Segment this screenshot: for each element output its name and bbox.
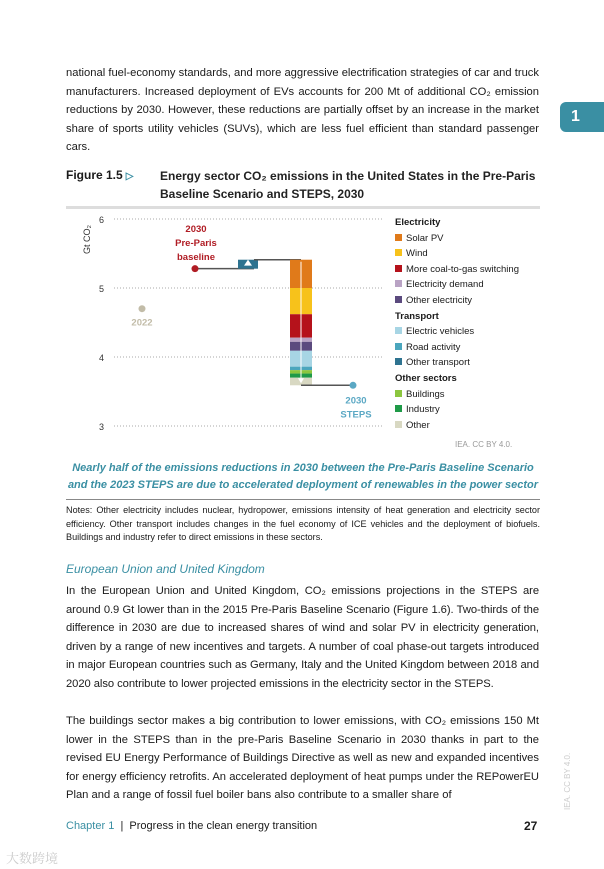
- figure-label: [66, 168, 133, 182]
- legend-group-title: Electricity: [395, 217, 441, 228]
- point-label: 2022: [131, 317, 153, 329]
- y-axis-label: Gt CO₂: [82, 225, 92, 254]
- legend-label: Electric vehicles: [406, 326, 475, 338]
- legend-label: Other electricity: [406, 295, 472, 306]
- figure-number: Figure 1.5: [66, 168, 123, 182]
- legend-swatch: [395, 280, 402, 287]
- legend-item: [395, 355, 470, 371]
- chapter-tab[interactable]: 1: [560, 102, 604, 132]
- figure-notes: Notes: Other electricity includes nuclear, hydropower, emissions intensity of heat generation and electricity sector efficiency. Other transport includes changes in the fuel economy of ICE vehicles and the deployment of biofuels. Buildings and industry refer to direct emissions in these sectors.: [66, 505, 540, 543]
- figure-title: Energy sector CO₂ emissions in the United States in the Pre-Paris Baseline Scenario and STEPS, 2030: [160, 169, 536, 201]
- legend-swatch: [395, 343, 402, 350]
- legend-label: Electricity demand: [406, 279, 484, 291]
- legend-item: [395, 262, 519, 278]
- legend-swatch: [395, 421, 402, 428]
- y-tick-label: 5: [98, 284, 104, 294]
- y-tick-label: 3: [98, 422, 104, 432]
- point-label: baseline: [176, 252, 216, 263]
- legend-item: [395, 324, 474, 340]
- legend-item: [395, 340, 460, 356]
- point-label: 2030: [345, 395, 367, 407]
- point-2022: [139, 305, 146, 312]
- legend-group-title: Other sectors: [395, 373, 457, 384]
- page-number: 27: [524, 819, 538, 833]
- figure-caption: Nearly half of the emissions reductions in 2030 between the Pre-Paris Baseline Scenario and the 2023 STEPS are due to accelerated deployment of renewables in the power sector: [67, 462, 539, 491]
- body-paragraph: The buildings sector makes a big contribution to lower emissions, with CO₂ emissions 150 Mt lower in the STEPS than in the pre-Paris Baseline Scenario in 2030 thanks in part to the revised EU Energy Performance of Buildings Directive as well as new and expanded incentives for energy efficiency retrofits. An accelerated deployment of heat pumps under the REPowerEU Plan and a range of fossil fuel boiler bans also contribute to a smaller share of: [66, 715, 539, 802]
- legend-swatch: [395, 358, 402, 365]
- legend-group-title: Transport: [395, 310, 439, 322]
- footer-chapter[interactable]: Chapter 1: [66, 820, 115, 832]
- legend-label: Buildings: [406, 388, 445, 400]
- body-paragraph: In the European Union and United Kingdom, CO₂ emissions projections in the STEPS are around 0.9 Gt lower than in the 2015 Pre-Paris Baseline Scenario (Figure 1.6). Two-thirds of the difference in 2030 are due to increased shares of wind and solar PV in electricity generation, driven by a range of new incentives and targets. A number of coal phase-out targets introduced in major European countries such as Germany, Italy and the United Kingdom between 2018 and 2020 also contribute to lower projected emissions in the electricity sector in the STEPS.: [66, 585, 539, 690]
- waterfall-chart: [66, 206, 396, 436]
- point-label: Pre-Paris: [175, 238, 217, 249]
- legend-label: Industry: [406, 404, 440, 416]
- triangle-icon: ▷: [125, 171, 134, 182]
- legend-swatch: [395, 296, 402, 303]
- legend-swatch: [395, 249, 402, 256]
- legend-swatch: [395, 327, 402, 334]
- caption-divider: [66, 499, 540, 500]
- legend-item: [395, 231, 444, 247]
- legend-swatch: [395, 405, 402, 412]
- figure-credit: IEA. CC BY 4.0.: [455, 440, 513, 449]
- legend-item: [395, 246, 428, 262]
- legend-item: [395, 387, 445, 403]
- legend-label: Wind: [406, 248, 428, 260]
- y-tick-label: 6: [98, 215, 104, 225]
- legend-label: Other: [406, 419, 430, 431]
- footer-title: Progress in the clean energy transition: [129, 820, 318, 832]
- point-2030-pre-paris-baseline: [192, 265, 199, 272]
- legend-label: Other transport: [406, 357, 470, 369]
- legend-label: Road activity: [406, 341, 461, 353]
- legend-item: [395, 418, 430, 434]
- legend-swatch: [395, 234, 402, 241]
- legend-item: [395, 293, 472, 309]
- footer-separator: |: [120, 820, 124, 832]
- legend-label: Solar PV: [406, 232, 444, 244]
- legend-swatch: [395, 390, 402, 397]
- section-heading: European Union and United Kingdom: [66, 562, 265, 576]
- body-paragraph: national fuel-economy standards, and more aggressive electrification strategies of car and truck manufacturers. Increased deployment of EVs accounts for 200 Mt of additional CO₂ emission reductions by 2030. However, these reductions are partially offset by an increase in the market share of sports utility vehicles (SUVs), which are less fuel efficient than standard passenger cars.: [66, 67, 539, 154]
- legend-item: [395, 402, 440, 418]
- legend-swatch: [395, 265, 402, 272]
- legend-item: [395, 277, 484, 293]
- legend-label: More coal-to-gas switching: [406, 263, 519, 275]
- y-tick-label: 4: [98, 353, 104, 363]
- point-label: 2030: [185, 224, 207, 235]
- point-label: STEPS: [340, 409, 372, 421]
- point-2030-steps: [350, 382, 357, 389]
- side-credit: IEA. CC BY 4.0.: [563, 752, 572, 810]
- watermark-logo: 大数跨境: [6, 851, 59, 866]
- page-footer: [66, 820, 317, 832]
